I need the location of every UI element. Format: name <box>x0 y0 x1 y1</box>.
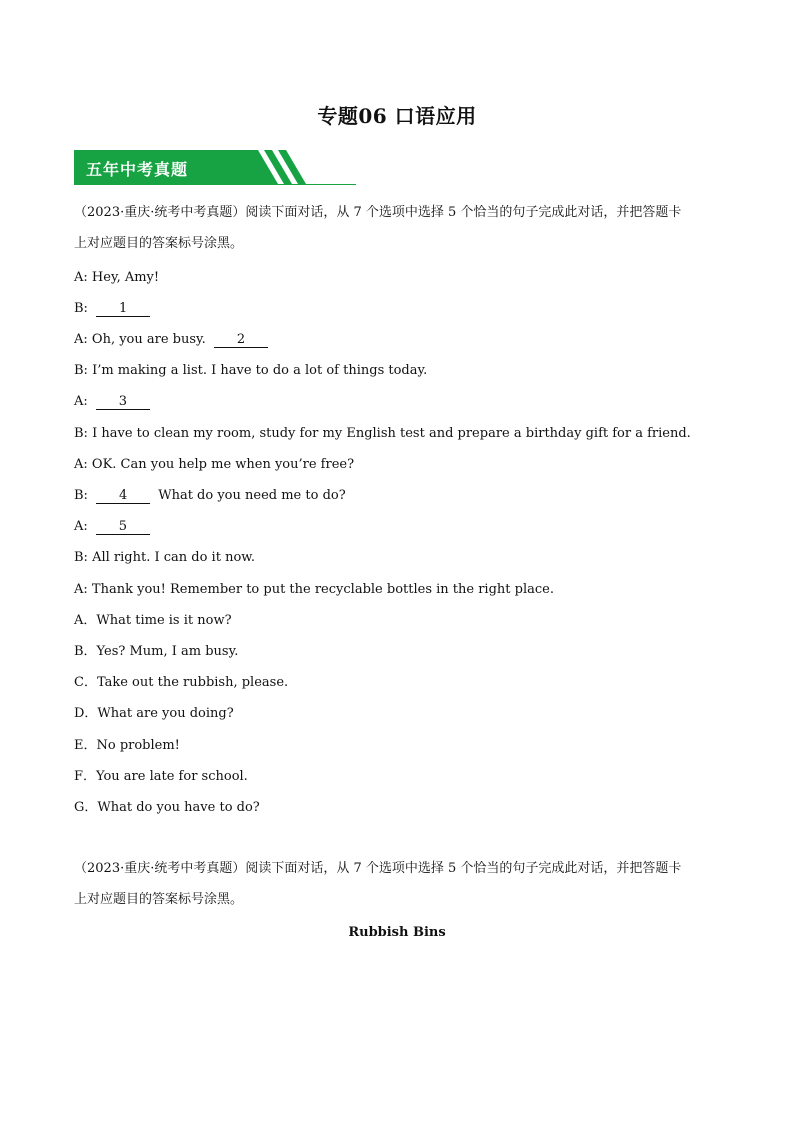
option-item: F．You are late for school. <box>74 769 248 784</box>
question2-intro-line2: 上对应题目的答案标号涂黑。 <box>74 892 244 907</box>
option-item: G．What do you have to do? <box>74 800 260 815</box>
section-banner <box>74 150 256 184</box>
answer-blank[interactable]: 4 <box>96 489 150 504</box>
dialogue-text: Thank you! Remember to put the recyclable bottles in the right place. <box>91 582 554 597</box>
dialogue-line <box>74 332 724 348</box>
speaker-label: B: <box>74 488 88 503</box>
dialogue-text: OK. Can you help me when you’re free? <box>91 457 355 472</box>
speaker-label: A: <box>74 270 88 285</box>
dialogue-text: Oh, you are busy. <box>91 332 206 347</box>
question1-intro-line2: 上对应题目的答案标号涂黑。 <box>74 236 244 251</box>
question2-intro <box>74 853 724 915</box>
dialogue-line <box>74 582 724 598</box>
dialogue-line <box>74 550 724 566</box>
dialogue-line <box>74 488 724 504</box>
speaker-label: A: <box>74 332 88 347</box>
question1-intro-line1: （2023·重庆·统考中考真题）阅读下面对话，从 7 个选项中选择 5 个恰当的句子完成此对话，并把答题卡 <box>74 205 682 220</box>
speaker-label: B: <box>74 426 88 441</box>
dialogue-text: What do you need me to do? <box>158 488 346 503</box>
dialogue-text: I’m making a list. I have to do a lot of things today. <box>92 363 428 378</box>
speaker-label: A: <box>74 457 88 472</box>
dialogue-text: Hey, Amy! <box>91 270 160 285</box>
speaker-label: B: <box>74 301 88 316</box>
speaker-label: B: <box>74 550 88 565</box>
dialogue-line <box>74 301 724 317</box>
answer-blank[interactable]: 5 <box>96 520 150 535</box>
section-stripes-decoration <box>234 150 330 186</box>
page-title: 专题06 口语应用 <box>317 104 477 128</box>
dialogue-line <box>74 426 724 442</box>
dialogue-line <box>74 394 724 410</box>
dialogue-line <box>74 270 724 286</box>
answer-blank[interactable]: 2 <box>214 333 268 348</box>
question2-intro-line1: （2023·重庆·统考中考真题）阅读下面对话，从 7 个选项中选择 5 个恰当的句子完成此对话，并把答题卡 <box>74 861 682 876</box>
speaker-label: A: <box>74 394 88 409</box>
option-item: D．What are you doing? <box>74 706 234 721</box>
section-label: 五年中考真题 <box>86 160 189 179</box>
speaker-label: B: <box>74 363 88 378</box>
speaker-label: A: <box>74 519 88 534</box>
dialogue-line <box>74 363 724 379</box>
dialogue-line <box>74 519 724 535</box>
option-item: C．Take out the rubbish, please. <box>74 675 289 690</box>
dialogue-line <box>74 457 724 473</box>
option-item: B．Yes? Mum, I am busy. <box>74 644 239 659</box>
section-header <box>74 150 356 186</box>
speaker-label: A: <box>74 582 88 597</box>
passage-subtitle: Rubbish Bins <box>348 925 446 940</box>
question1-intro <box>74 197 724 259</box>
section-underline <box>74 184 356 185</box>
answer-blank[interactable]: 1 <box>96 302 150 317</box>
dialogue-text: All right. I can do it now. <box>92 550 255 565</box>
option-item: A．What time is it now? <box>74 613 232 628</box>
answer-blank[interactable]: 3 <box>96 395 150 410</box>
option-item: E．No problem! <box>74 738 180 753</box>
dialogue-text: I have to clean my room, study for my English test and prepare a birthday gift for a friend. <box>92 426 691 441</box>
